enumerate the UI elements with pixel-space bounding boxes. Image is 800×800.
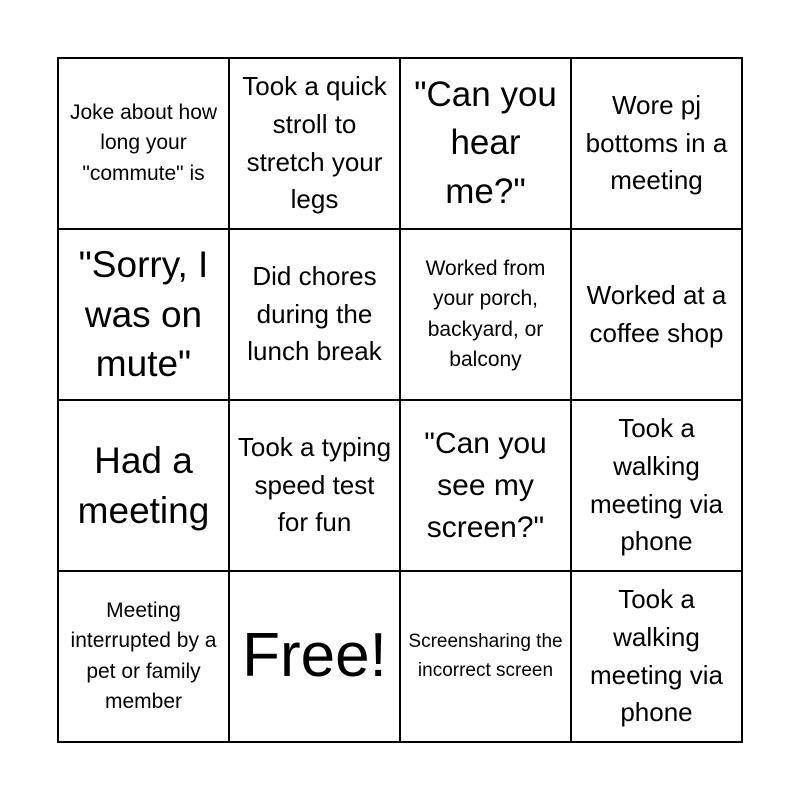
bingo-cell[interactable]: [58, 229, 229, 400]
cell-text: Worked from your porch, backyard, or balcony: [425, 256, 546, 371]
bingo-cell[interactable]: [58, 571, 229, 742]
cell-text: Meeting interrupted by a pet or family member: [70, 598, 217, 713]
bingo-cell[interactable]: [229, 58, 400, 229]
bingo-cell[interactable]: [571, 229, 742, 400]
cell-text: Took a typing speed test for fun: [237, 431, 392, 538]
bingo-cell[interactable]: [400, 571, 571, 742]
bingo-cell[interactable]: [571, 571, 742, 742]
cell-text: Took a quick stroll to stretch your legs: [242, 71, 387, 215]
bingo-board: [57, 57, 743, 743]
cell-text: Joke about how long your "commute" is: [69, 100, 218, 185]
bingo-cell[interactable]: [571, 58, 742, 229]
cell-text: "Sorry, I was on mute": [78, 243, 209, 385]
cell-text: Wore pj bottoms in a meeting: [585, 89, 728, 196]
bingo-cell[interactable]: [229, 400, 400, 571]
free-space-text: Free!: [242, 621, 387, 691]
bingo-cell[interactable]: [58, 400, 229, 571]
cell-text: Took a walking meeting via phone: [590, 413, 723, 557]
bingo-cell[interactable]: [400, 58, 571, 229]
cell-text: Had a meeting: [77, 439, 210, 531]
bingo-cell[interactable]: [400, 229, 571, 400]
bingo-cell-free[interactable]: [229, 571, 400, 742]
cell-text: Did chores during the lunch break: [247, 260, 382, 367]
bingo-cell[interactable]: [229, 229, 400, 400]
cell-text: Screensharing the incorrect screen: [408, 631, 563, 681]
cell-text: "Can you hear me?": [414, 75, 557, 211]
bingo-cell[interactable]: [571, 400, 742, 571]
cell-text: Took a walking meeting via phone: [590, 584, 723, 728]
cell-text: Worked at a coffee shop: [586, 279, 727, 348]
bingo-cell[interactable]: [400, 400, 571, 571]
bingo-cell[interactable]: [58, 58, 229, 229]
cell-text: "Can you see my screen?": [424, 426, 547, 544]
